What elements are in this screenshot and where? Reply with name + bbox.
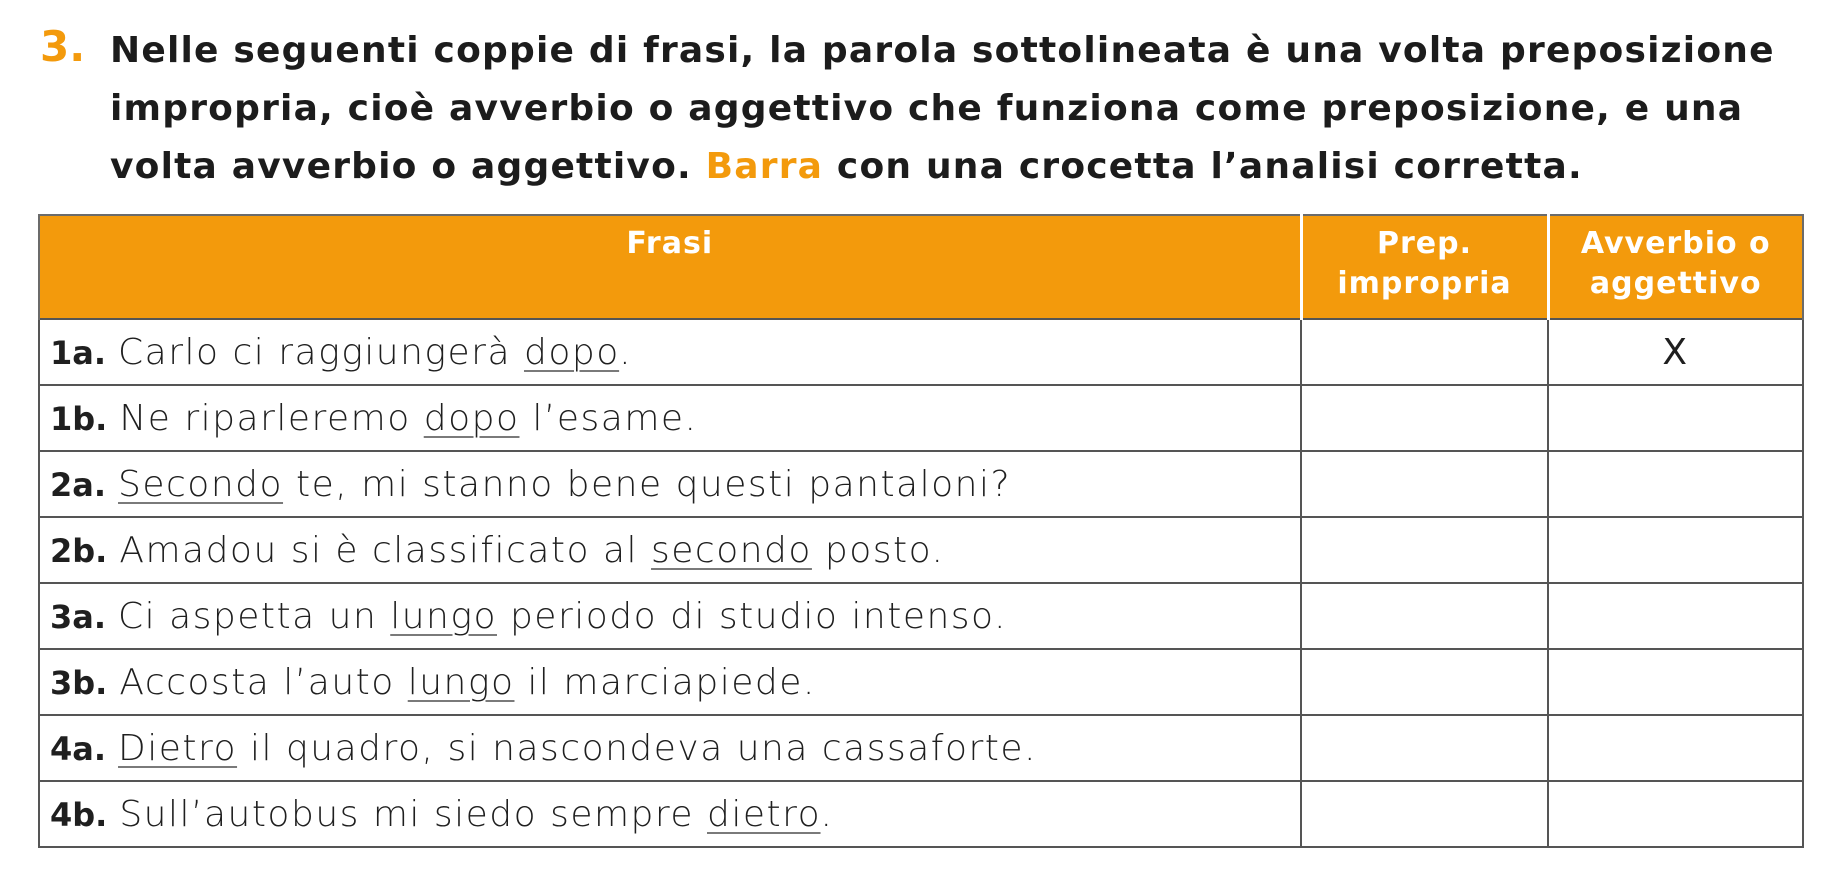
table-row bbox=[39, 715, 1803, 781]
table-row bbox=[39, 781, 1803, 847]
prep-checkbox-cell[interactable] bbox=[1301, 781, 1548, 847]
table-row bbox=[39, 583, 1803, 649]
sentence-before: Sull’autobus mi siedo sempre bbox=[119, 793, 707, 835]
header-avv-label bbox=[1550, 216, 1803, 304]
header-frasi-label: Frasi bbox=[626, 226, 714, 261]
table-row bbox=[39, 451, 1803, 517]
header-prep-label bbox=[1303, 216, 1547, 304]
underlined-word: Dietro bbox=[118, 727, 238, 769]
sentence-cell bbox=[39, 385, 1301, 451]
avv-checkbox-cell[interactable] bbox=[1548, 583, 1803, 649]
sentence-cell bbox=[39, 517, 1301, 583]
row-id: 3a. bbox=[50, 597, 107, 636]
sentence-cell bbox=[39, 649, 1301, 715]
row-id: 4b. bbox=[50, 795, 108, 834]
avv-checkbox-cell[interactable] bbox=[1548, 517, 1803, 583]
sentence-before: Ci aspetta un bbox=[118, 595, 391, 637]
row-id: 4a. bbox=[50, 729, 107, 768]
row-id: 2b. bbox=[50, 531, 108, 570]
underlined-word: dopo bbox=[423, 397, 520, 439]
prep-checkbox-cell[interactable] bbox=[1301, 649, 1548, 715]
prep-checkbox-cell[interactable] bbox=[1301, 319, 1548, 385]
sentence-cell bbox=[39, 451, 1301, 517]
header-frasi bbox=[39, 215, 1301, 319]
sentence-before: Carlo ci raggiungerà bbox=[118, 331, 524, 373]
row-id: 3b. bbox=[50, 663, 108, 702]
prompt-text-start: Nelle seguenti coppie di frasi, la parola sottolineata è una volta preposizione impropria, cioè avverbio o aggettivo che funziona come preposizione, e una volta avverbio o aggettivo. bbox=[110, 30, 1775, 187]
avv-checkbox-cell[interactable] bbox=[1548, 781, 1803, 847]
sentence-before: Ne riparleremo bbox=[119, 397, 424, 439]
avv-checkbox-cell[interactable]: X bbox=[1548, 319, 1803, 385]
prep-checkbox-cell[interactable] bbox=[1301, 517, 1548, 583]
analysis-table bbox=[38, 214, 1804, 848]
prompt-highlight-word: Barra bbox=[705, 146, 824, 187]
prep-checkbox-cell[interactable] bbox=[1301, 715, 1548, 781]
exercise-number: 3. bbox=[40, 22, 86, 71]
row-id: 1a. bbox=[50, 333, 107, 372]
sentence-after: l’esame. bbox=[519, 397, 698, 439]
row-id: 1b. bbox=[50, 399, 108, 438]
sentence-after: posto. bbox=[811, 529, 945, 571]
sentence-cell bbox=[39, 583, 1301, 649]
header-avv-line2: aggettivo bbox=[1589, 266, 1762, 301]
sentence-after: periodo di studio intenso. bbox=[497, 595, 1007, 637]
avv-checkbox-cell[interactable] bbox=[1548, 715, 1803, 781]
header-avv-line1: Avverbio o bbox=[1580, 226, 1771, 261]
underlined-word: dietro bbox=[707, 793, 821, 835]
header-prep-impropria bbox=[1301, 215, 1548, 319]
prompt-text-end: con una crocetta l’analisi corretta. bbox=[823, 146, 1583, 187]
table-row bbox=[39, 319, 1803, 385]
avv-checkbox-cell[interactable] bbox=[1548, 649, 1803, 715]
avv-checkbox-cell[interactable] bbox=[1548, 385, 1803, 451]
underlined-word: dopo bbox=[523, 331, 620, 373]
sentence-cell bbox=[39, 715, 1301, 781]
sentence-before: Amadou si è classificato al bbox=[119, 529, 652, 571]
header-avverbio-aggettivo bbox=[1548, 215, 1803, 319]
prep-checkbox-cell[interactable] bbox=[1301, 583, 1548, 649]
sentence-cell bbox=[39, 781, 1301, 847]
table-header-row bbox=[39, 215, 1803, 319]
exercise-prompt bbox=[110, 22, 1810, 196]
prep-checkbox-cell[interactable] bbox=[1301, 451, 1548, 517]
prep-checkbox-cell[interactable] bbox=[1301, 385, 1548, 451]
sentence-cell bbox=[39, 319, 1301, 385]
sentence-after: . bbox=[820, 793, 834, 835]
table-row bbox=[39, 385, 1803, 451]
underlined-word: Secondo bbox=[118, 463, 284, 505]
table-row bbox=[39, 517, 1803, 583]
row-id: 2a. bbox=[50, 465, 107, 504]
underlined-word: lungo bbox=[390, 595, 497, 637]
header-prep-line2: impropria bbox=[1337, 266, 1512, 301]
sentence-after: te, mi stanno bene questi pantaloni? bbox=[283, 463, 1012, 505]
sentence-after: il quadro, si nascondeva una cassaforte. bbox=[237, 727, 1037, 769]
underlined-word: lungo bbox=[407, 661, 515, 703]
sentence-after: . bbox=[619, 331, 633, 373]
header-prep-line1: Prep. bbox=[1377, 226, 1472, 261]
table-row bbox=[39, 649, 1803, 715]
avv-checkbox-cell[interactable] bbox=[1548, 451, 1803, 517]
underlined-word: secondo bbox=[651, 529, 812, 571]
sentence-after: il marciapiede. bbox=[514, 661, 816, 703]
sentence-before: Accosta l’auto bbox=[119, 661, 408, 703]
